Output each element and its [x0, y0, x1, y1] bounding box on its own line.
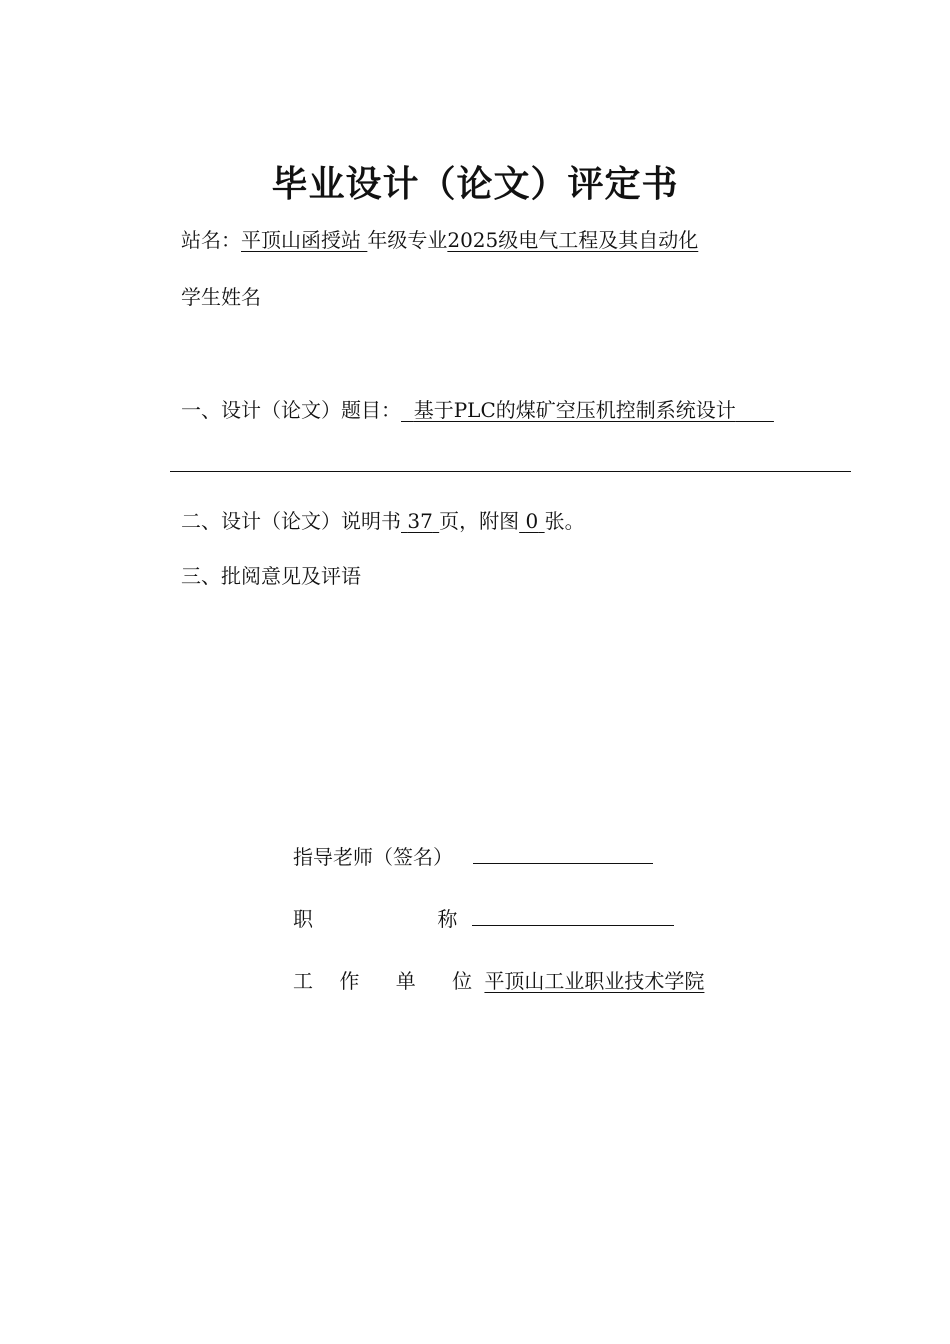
title-label-char-2: 称	[437, 907, 458, 931]
station-label: 站名：	[181, 228, 241, 252]
manual-pages: 37	[407, 509, 433, 533]
title-label-char-1: 职	[293, 907, 313, 931]
station-line	[181, 226, 698, 254]
topic-continuation-line	[170, 471, 851, 472]
manual-line	[181, 507, 585, 535]
student-name-line	[181, 283, 261, 311]
work-unit-value: 平顶山工业职业技术学院	[484, 969, 705, 993]
review-line	[181, 562, 361, 590]
topic-value: 基于PLC的煤矿空压机控制系统设计	[413, 398, 736, 422]
figures-count: 0	[525, 509, 539, 533]
work-unit-line	[293, 967, 704, 995]
review-label: 三、批阅意见及评语	[181, 564, 361, 588]
topic-label: 一、设计（论文）题目：	[181, 398, 401, 422]
advisor-signature-blank	[473, 841, 653, 864]
figures-suffix: 张。	[544, 509, 585, 533]
work-unit-char-4: 位	[452, 969, 473, 993]
grade-major-value: 2025级电气工程及其自动化	[447, 228, 699, 252]
document-title: 毕业设计（论文）评定书	[271, 163, 679, 205]
manual-label: 二、设计（论文）说明书	[181, 509, 401, 533]
student-name-label: 学生姓名	[181, 285, 261, 309]
topic-line	[181, 396, 823, 424]
title-blank	[472, 903, 674, 926]
work-unit-char-3: 单	[395, 969, 416, 993]
title-line	[293, 903, 674, 933]
station-value: 平顶山函授站	[241, 228, 368, 252]
work-unit-char-1: 工	[293, 969, 313, 993]
manual-pages-suffix: 页，附图	[439, 509, 520, 533]
grade-major-label: 年级专业	[367, 228, 448, 252]
advisor-line	[293, 841, 653, 871]
advisor-label: 指导老师（签名）	[293, 845, 453, 869]
work-unit-char-2: 作	[339, 969, 360, 993]
